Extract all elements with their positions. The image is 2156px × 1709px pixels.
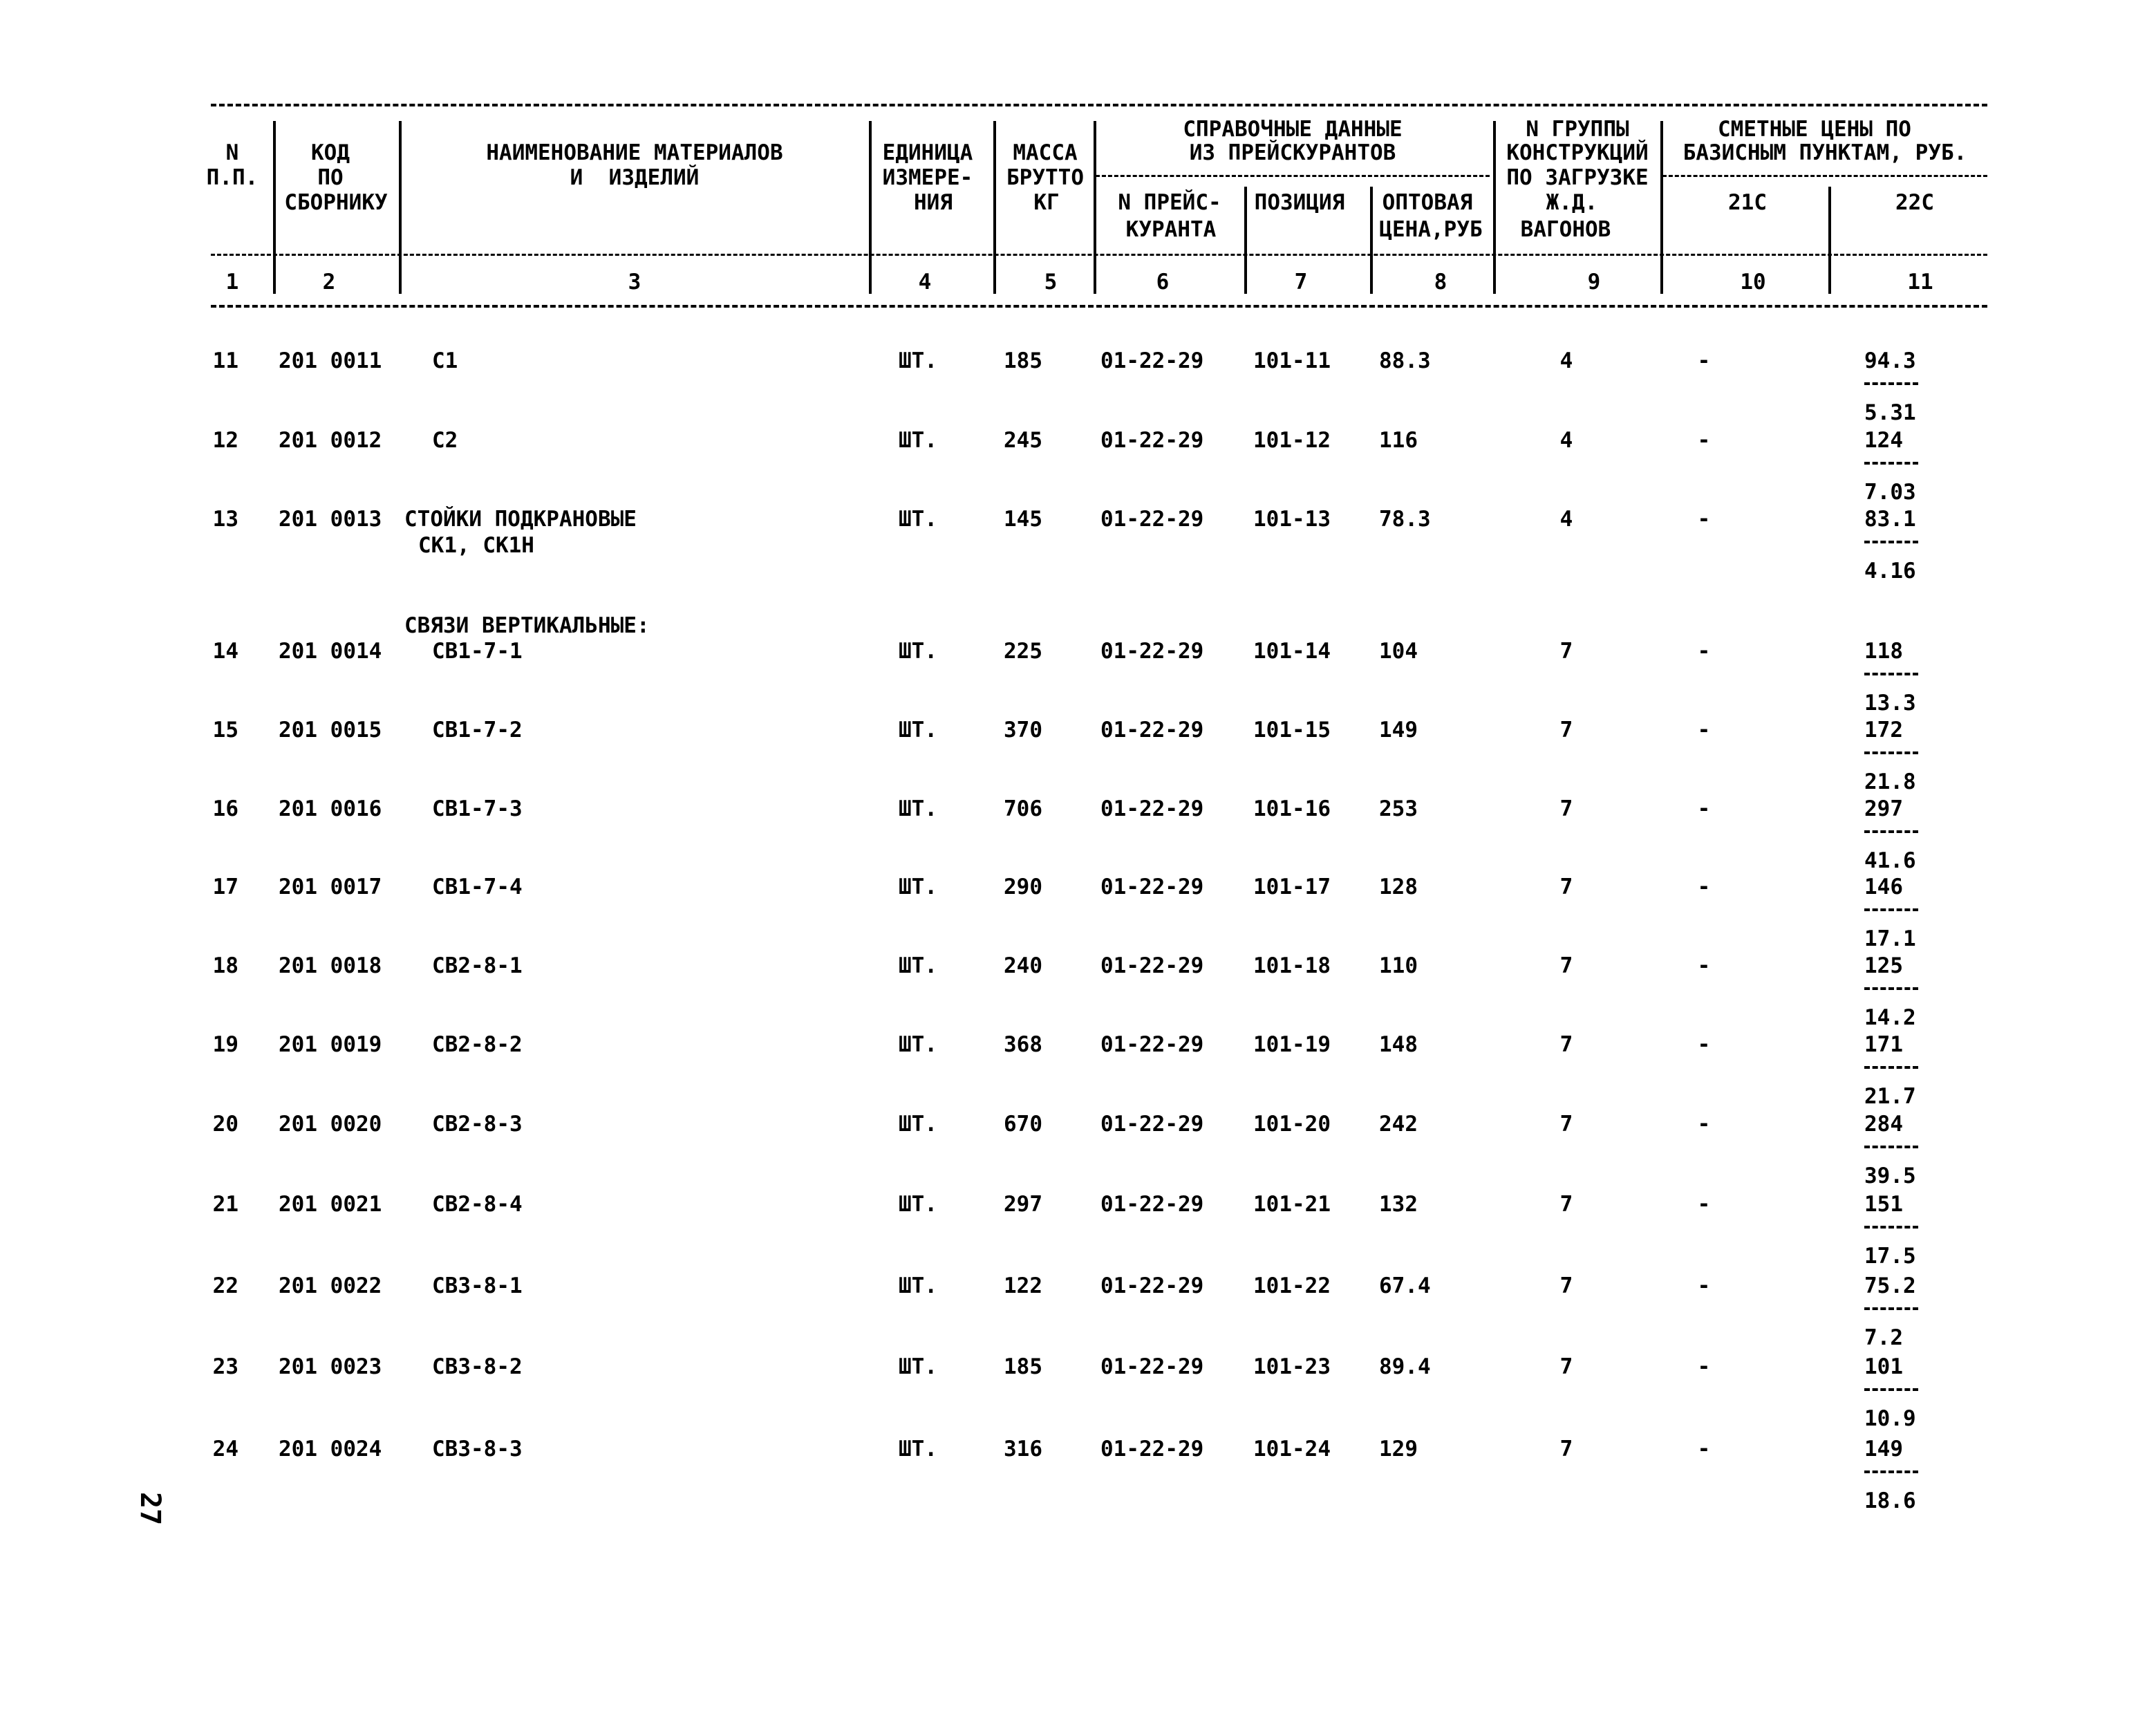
cell-p22-lower: 21.7 (1864, 1084, 1916, 1109)
header-ref-group: СПРАВОЧНЫЕ ДАННЫЕ (1183, 117, 1403, 142)
header-c9: ВАГОНОВ (1520, 217, 1611, 242)
cell-n: 12 (212, 428, 238, 453)
cell-name: СТОЙКИ ПОДКРАНОВЫЕ (404, 507, 637, 532)
cell-grp: 7 (1559, 1032, 1573, 1057)
cell-unit: ШТ. (899, 1192, 937, 1217)
cell-p21: - (1697, 1437, 1711, 1461)
cell-unit: ШТ. (899, 796, 937, 821)
col-sep (1493, 121, 1496, 294)
cell-n: 24 (212, 1437, 238, 1461)
cell-mass: 145 (1004, 507, 1042, 532)
column-number: 6 (1156, 270, 1170, 295)
cell-code: 201 0015 (279, 718, 382, 743)
col-sep (1244, 187, 1247, 294)
cell-p22-lower: 5.31 (1864, 400, 1916, 425)
cell-grp: 7 (1559, 796, 1573, 821)
cell-pk: 01-22-29 (1100, 1112, 1204, 1137)
cell-p22: 297 (1864, 796, 1903, 821)
cell-grp: 7 (1559, 1437, 1573, 1461)
cell-p22-lower: 41.6 (1864, 848, 1916, 873)
cell-name: СВ3-8-2 (432, 1354, 523, 1379)
cell-price: 129 (1379, 1437, 1418, 1461)
cell-p21: - (1697, 718, 1711, 743)
cell-grp: 4 (1559, 428, 1573, 453)
header-price-group: СМЕТНЫЕ ЦЕНЫ ПО (1718, 117, 1911, 142)
cell-pk: 01-22-29 (1100, 639, 1204, 664)
cell-price: 128 (1379, 875, 1418, 899)
cell-n: 20 (212, 1112, 238, 1137)
fraction-rule (1864, 462, 1918, 465)
cell-mass: 185 (1004, 1354, 1042, 1379)
header-c2: ПО (317, 165, 344, 190)
cell-mass: 670 (1004, 1112, 1042, 1137)
fraction-rule (1864, 382, 1918, 385)
cell-pos: 101-23 (1253, 1354, 1331, 1379)
cell-name: СВ1-7-4 (432, 875, 523, 899)
fraction-rule (1864, 751, 1918, 754)
header-c6: КУРАНТА (1125, 217, 1217, 242)
cell-price: 148 (1379, 1032, 1418, 1057)
cell-pk: 01-22-29 (1100, 1273, 1204, 1298)
cell-grp: 4 (1559, 507, 1573, 532)
cell-p22: 75.2 (1864, 1273, 1916, 1298)
cell-p22-lower: 7.2 (1864, 1325, 1903, 1350)
fraction-rule (1864, 830, 1918, 833)
cell-name: СВ1-7-3 (432, 796, 523, 821)
cell-name: СВ2-8-3 (432, 1112, 523, 1137)
cell-pk: 01-22-29 (1100, 875, 1204, 899)
cell-p22: 171 (1864, 1032, 1903, 1057)
fraction-rule (1864, 908, 1918, 911)
cell-unit: ШТ. (899, 1437, 937, 1461)
header-c11: 22С (1895, 190, 1934, 215)
column-number: 10 (1740, 270, 1766, 295)
col-sep (1370, 187, 1373, 294)
cell-mass: 297 (1004, 1192, 1042, 1217)
cell-grp: 7 (1559, 1273, 1573, 1298)
fraction-rule (1864, 987, 1918, 990)
cell-unit: ШТ. (899, 953, 937, 978)
cell-price: 116 (1379, 428, 1418, 453)
cell-n: 14 (212, 639, 238, 664)
cell-p21: - (1697, 1192, 1711, 1217)
cell-grp: 7 (1559, 1112, 1573, 1137)
cell-code: 201 0011 (279, 348, 382, 373)
cell-p21: - (1697, 1273, 1711, 1298)
cell-p22: 151 (1864, 1192, 1903, 1217)
cell-name: СВ1-7-2 (432, 718, 523, 743)
cell-pk: 01-22-29 (1100, 1437, 1204, 1461)
ref-group-rule (1096, 175, 1490, 177)
column-number: 3 (628, 270, 641, 295)
header-c9: КОНСТРУКЦИЙ (1506, 140, 1649, 165)
cell-p22: 125 (1864, 953, 1903, 978)
cell-name: СВ1-7-1 (432, 639, 523, 664)
price-group-rule (1662, 175, 1987, 177)
cell-n: 16 (212, 796, 238, 821)
cell-grp: 4 (1559, 348, 1573, 373)
cell-p22: 124 (1864, 428, 1903, 453)
cell-mass: 225 (1004, 639, 1042, 664)
cell-n: 15 (212, 718, 238, 743)
cell-name: СВ3-8-1 (432, 1273, 523, 1298)
cell-n: 11 (212, 348, 238, 373)
cell-n: 13 (212, 507, 238, 532)
cell-name: С1 (432, 348, 458, 373)
cell-name: СВ2-8-4 (432, 1192, 523, 1217)
col-sep (399, 121, 402, 294)
header-c4: НИЯ (914, 190, 953, 215)
cell-pk: 01-22-29 (1100, 507, 1204, 532)
fraction-rule (1864, 1307, 1918, 1310)
col-sep (1828, 187, 1831, 294)
cell-p21: - (1697, 953, 1711, 978)
cell-pos: 101-24 (1253, 1437, 1331, 1461)
header-c5: КГ (1033, 190, 1060, 215)
cell-code: 201 0019 (279, 1032, 382, 1057)
cell-p21: - (1697, 348, 1711, 373)
header-bottom-rule (211, 305, 1987, 308)
cell-p21: - (1697, 507, 1711, 532)
column-number: 4 (918, 270, 932, 295)
header-c1: П.П. (206, 165, 259, 190)
header-c9: Ж.Д. (1546, 190, 1598, 215)
cell-grp: 7 (1559, 639, 1573, 664)
cell-mass: 122 (1004, 1273, 1042, 1298)
cell-pk: 01-22-29 (1100, 1354, 1204, 1379)
cell-price: 149 (1379, 718, 1418, 743)
cell-unit: ШТ. (899, 1112, 937, 1137)
cell-code: 201 0020 (279, 1112, 382, 1137)
cell-name: С2 (432, 428, 458, 453)
cell-n: 23 (212, 1354, 238, 1379)
cell-n: 18 (212, 953, 238, 978)
cell-unit: ШТ. (899, 639, 937, 664)
header-c2: СБОРНИКУ (284, 190, 388, 215)
fraction-rule (1864, 1388, 1918, 1391)
header-price-group: БАЗИСНЫМ ПУНКТАМ, РУБ. (1682, 140, 1967, 165)
cell-p21: - (1697, 875, 1711, 899)
cell-mass: 368 (1004, 1032, 1042, 1057)
cell-grp: 7 (1559, 875, 1573, 899)
cell-p22: 149 (1864, 1437, 1903, 1461)
cell-pos: 101-16 (1253, 796, 1331, 821)
header-c9: ПО ЗАГРУЗКЕ (1506, 165, 1649, 190)
cell-code: 201 0021 (279, 1192, 382, 1217)
cell-p22: 101 (1864, 1354, 1903, 1379)
cell-pos: 101-12 (1253, 428, 1331, 453)
header-c1: N (225, 140, 239, 165)
header-c3: НАИМЕНОВАНИЕ МАТЕРИАЛОВ (486, 140, 783, 165)
col-sep (1094, 121, 1096, 294)
col-sep (869, 121, 872, 294)
col-sep (1660, 121, 1663, 294)
cell-price: 67.4 (1379, 1273, 1431, 1298)
cell-p22-lower: 18.6 (1864, 1488, 1916, 1513)
cell-unit: ШТ. (899, 1273, 937, 1298)
cell-grp: 7 (1559, 1192, 1573, 1217)
header-c3: И ИЗДЕЛИЙ (570, 165, 700, 190)
cell-p22-lower: 13.3 (1864, 691, 1916, 716)
cell-p22: 94.3 (1864, 348, 1916, 373)
header-c7: ПОЗИЦИЯ (1254, 190, 1345, 215)
cell-price: 78.3 (1379, 507, 1431, 532)
column-number: 8 (1434, 270, 1447, 295)
cell-p22-lower: 7.03 (1864, 480, 1916, 505)
cell-name: СВ3-8-3 (432, 1437, 523, 1461)
top-rule (211, 104, 1987, 106)
cell-code: 201 0016 (279, 796, 382, 821)
cell-p22-lower: 17.5 (1864, 1244, 1916, 1269)
header-c10: 21С (1728, 190, 1767, 215)
cell-mass: 185 (1004, 348, 1042, 373)
cell-price: 88.3 (1379, 348, 1431, 373)
cell-p21: - (1697, 1032, 1711, 1057)
cell-grp: 7 (1559, 1354, 1573, 1379)
column-number: 7 (1294, 270, 1308, 295)
cell-code: 201 0012 (279, 428, 382, 453)
cell-pk: 01-22-29 (1100, 718, 1204, 743)
cell-pk: 01-22-29 (1100, 953, 1204, 978)
cell-n: 21 (212, 1192, 238, 1217)
header-c5: МАССА (1013, 140, 1078, 165)
cell-pos: 101-14 (1253, 639, 1331, 664)
cell-pos: 101-19 (1253, 1032, 1331, 1057)
header-ref-group: ИЗ ПРЕЙСКУРАНТОВ (1189, 140, 1396, 165)
cell-code: 201 0017 (279, 875, 382, 899)
cell-pk: 01-22-29 (1100, 796, 1204, 821)
cell-mass: 245 (1004, 428, 1042, 453)
cell-p21: - (1697, 1354, 1711, 1379)
page-number: 27 (134, 1492, 166, 1526)
cell-unit: ШТ. (899, 1032, 937, 1057)
header-c6: N ПРЕЙС- (1118, 190, 1221, 215)
cell-mass: 290 (1004, 875, 1042, 899)
header-c8: ЦЕНА,РУБ (1379, 217, 1483, 242)
fraction-rule (1864, 1066, 1918, 1069)
cell-p22-lower: 17.1 (1864, 926, 1916, 951)
cell-mass: 706 (1004, 796, 1042, 821)
cell-name: СВ2-8-2 (432, 1032, 523, 1057)
cell-grp: 7 (1559, 718, 1573, 743)
cell-unit: ШТ. (899, 718, 937, 743)
cell-p22-lower: 14.2 (1864, 1005, 1916, 1030)
header-c4: ИЗМЕРЕ- (882, 165, 973, 190)
fraction-rule (1864, 1226, 1918, 1229)
cell-code: 201 0013 (279, 507, 382, 532)
cell-p22: 146 (1864, 875, 1903, 899)
column-number: 2 (322, 270, 336, 295)
cell-p22: 284 (1864, 1112, 1903, 1137)
fraction-rule (1864, 541, 1918, 543)
fraction-rule (1864, 1146, 1918, 1148)
cell-pk: 01-22-29 (1100, 348, 1204, 373)
cell-pos: 101-11 (1253, 348, 1331, 373)
header-c5: БРУТТО (1006, 165, 1084, 190)
cell-p22-lower: 39.5 (1864, 1164, 1916, 1188)
cell-price: 253 (1379, 796, 1418, 821)
column-number: 11 (1907, 270, 1933, 295)
cell-pos: 101-22 (1253, 1273, 1331, 1298)
cell-pos: 101-21 (1253, 1192, 1331, 1217)
cell-pos: 101-17 (1253, 875, 1331, 899)
cell-n: 22 (212, 1273, 238, 1298)
cell-unit: ШТ. (899, 875, 937, 899)
cell-pk: 01-22-29 (1100, 1192, 1204, 1217)
cell-price: 110 (1379, 953, 1418, 978)
cell-n: 19 (212, 1032, 238, 1057)
cell-price: 132 (1379, 1192, 1418, 1217)
col-sep (273, 121, 276, 294)
col-sep (993, 121, 996, 294)
cell-code: 201 0022 (279, 1273, 382, 1298)
cell-p22-lower: 4.16 (1864, 559, 1916, 583)
cell-p21: - (1697, 796, 1711, 821)
column-numbers-rule (211, 254, 1987, 256)
cell-price: 242 (1379, 1112, 1418, 1137)
cell-pk: 01-22-29 (1100, 1032, 1204, 1057)
column-number: 1 (225, 270, 239, 295)
cell-p22: 83.1 (1864, 507, 1916, 532)
cell-p22: 118 (1864, 639, 1903, 664)
header-c9: N ГРУППЫ (1526, 117, 1629, 142)
cell-pos: 101-18 (1253, 953, 1331, 978)
cell-name-continued: СК1, СК1Н (418, 533, 534, 558)
cell-code: 201 0018 (279, 953, 382, 978)
cell-unit: ШТ. (899, 1354, 937, 1379)
cell-mass: 370 (1004, 718, 1042, 743)
cell-pos: 101-20 (1253, 1112, 1331, 1137)
fraction-rule (1864, 1470, 1918, 1473)
cell-p21: - (1697, 1112, 1711, 1137)
cell-p22: 172 (1864, 718, 1903, 743)
cell-pos: 101-15 (1253, 718, 1331, 743)
cell-p21: - (1697, 428, 1711, 453)
cell-mass: 240 (1004, 953, 1042, 978)
cell-price: 89.4 (1379, 1354, 1431, 1379)
cell-unit: ШТ. (899, 507, 937, 532)
cell-grp: 7 (1559, 953, 1573, 978)
cell-pk: 01-22-29 (1100, 428, 1204, 453)
fraction-rule (1864, 673, 1918, 675)
cell-name: СВ2-8-1 (432, 953, 523, 978)
cell-p21: - (1697, 639, 1711, 664)
cell-code: 201 0024 (279, 1437, 382, 1461)
cell-p22-lower: 10.9 (1864, 1406, 1916, 1431)
header-c8: ОПТОВАЯ (1382, 190, 1473, 215)
header-c4: ЕДИНИЦА (882, 140, 973, 165)
section-label: СВЯЗИ ВЕРТИКАЛЬНЫЕ: (404, 613, 650, 638)
cell-unit: ШТ. (899, 348, 937, 373)
cell-code: 201 0014 (279, 639, 382, 664)
column-number: 9 (1587, 270, 1601, 295)
cell-mass: 316 (1004, 1437, 1042, 1461)
cell-code: 201 0023 (279, 1354, 382, 1379)
cell-unit: ШТ. (899, 428, 937, 453)
cell-n: 17 (212, 875, 238, 899)
header-c2: КОД (311, 140, 350, 165)
cell-p22-lower: 21.8 (1864, 769, 1916, 794)
cell-pos: 101-13 (1253, 507, 1331, 532)
cell-price: 104 (1379, 639, 1418, 664)
column-number: 5 (1044, 270, 1058, 295)
